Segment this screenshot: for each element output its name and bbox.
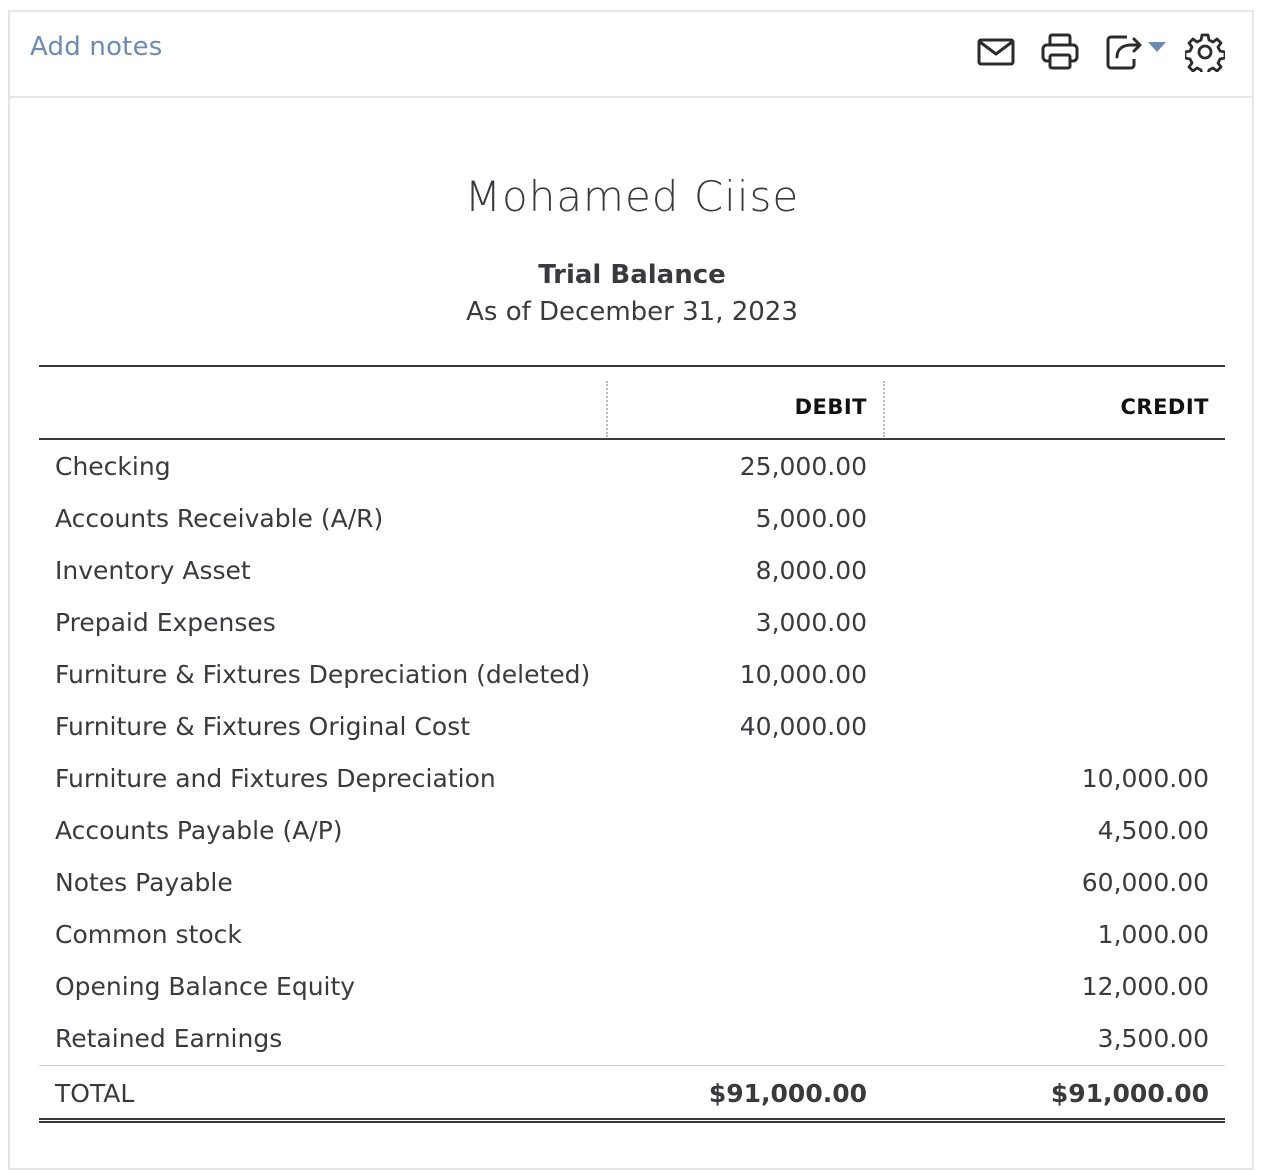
credit-amount[interactable]: 12,000.00 [1081, 972, 1209, 1001]
debit-amount[interactable]: 3,000.00 [755, 608, 867, 637]
credit-amount[interactable]: 10,000.00 [1081, 764, 1209, 793]
account-name[interactable]: Accounts Payable (A/P) [55, 816, 343, 845]
total-label: TOTAL [55, 1079, 135, 1108]
export-button[interactable] [1104, 32, 1168, 72]
debit-amount[interactable]: 25,000.00 [739, 452, 867, 481]
email-button[interactable] [976, 32, 1016, 72]
account-name[interactable]: Furniture and Fixtures Depreciation [55, 764, 496, 793]
total-credit[interactable]: $91,000.00 [1050, 1079, 1209, 1108]
table-row [39, 648, 1225, 700]
account-name[interactable]: Inventory Asset [55, 556, 251, 585]
credit-amount[interactable]: 4,500.00 [1097, 816, 1209, 845]
table-row [39, 700, 1225, 752]
column-divider-debit[interactable] [883, 381, 885, 437]
column-divider-account[interactable] [606, 381, 608, 437]
account-name[interactable]: Checking [55, 452, 171, 481]
account-name[interactable]: Opening Balance Equity [55, 972, 356, 1001]
table-top-rule [39, 365, 1225, 367]
table-row [39, 960, 1225, 1012]
table-row [39, 492, 1225, 544]
gear-icon [1185, 32, 1225, 72]
account-name[interactable]: Accounts Receivable (A/R) [55, 504, 384, 533]
printer-icon [1041, 33, 1079, 71]
add-notes-link[interactable]: Add notes [30, 32, 163, 62]
account-name[interactable]: Furniture & Fixtures Depreciation (deleted) [55, 660, 591, 689]
debit-amount[interactable]: 5,000.00 [755, 504, 867, 533]
report-date: As of December 31, 2023 [466, 297, 798, 327]
settings-button[interactable] [1184, 32, 1226, 72]
caret-down-icon [1147, 41, 1167, 53]
report-title: Trial Balance [538, 260, 726, 290]
table-row [39, 856, 1225, 908]
column-header-credit[interactable]: CREDIT [1120, 395, 1209, 419]
account-name[interactable]: Notes Payable [55, 868, 233, 897]
company-name: Mohamed Ciise [464, 172, 800, 221]
account-name[interactable]: Common stock [55, 920, 242, 949]
credit-amount[interactable]: 60,000.00 [1081, 868, 1209, 897]
print-button[interactable] [1040, 32, 1080, 72]
column-header-debit[interactable]: DEBIT [794, 395, 867, 419]
report-actions [976, 32, 1236, 72]
table-row [39, 752, 1225, 804]
total-debit[interactable]: $91,000.00 [708, 1079, 867, 1108]
table-row [39, 596, 1225, 648]
credit-amount[interactable]: 1,000.00 [1097, 920, 1209, 949]
account-name[interactable]: Furniture & Fixtures Original Cost [55, 712, 471, 741]
credit-amount[interactable]: 3,500.00 [1097, 1024, 1209, 1053]
table-header [39, 381, 1225, 437]
table-row [39, 804, 1225, 856]
table-row [39, 440, 1225, 492]
report-toolbar [10, 12, 1252, 98]
table-body [39, 440, 1225, 1064]
debit-amount[interactable]: 8,000.00 [755, 556, 867, 585]
debit-amount[interactable]: 40,000.00 [739, 712, 867, 741]
total-double-rule [39, 1118, 1225, 1123]
table-row [39, 1012, 1225, 1064]
account-name[interactable]: Retained Earnings [55, 1024, 283, 1053]
envelope-icon [977, 38, 1015, 66]
table-row [39, 908, 1225, 960]
account-name[interactable]: Prepaid Expenses [55, 608, 276, 637]
export-icon [1105, 33, 1145, 71]
total-row [39, 1067, 1225, 1119]
table-row [39, 544, 1225, 596]
debit-amount[interactable]: 10,000.00 [739, 660, 867, 689]
total-rule [39, 1065, 1225, 1066]
